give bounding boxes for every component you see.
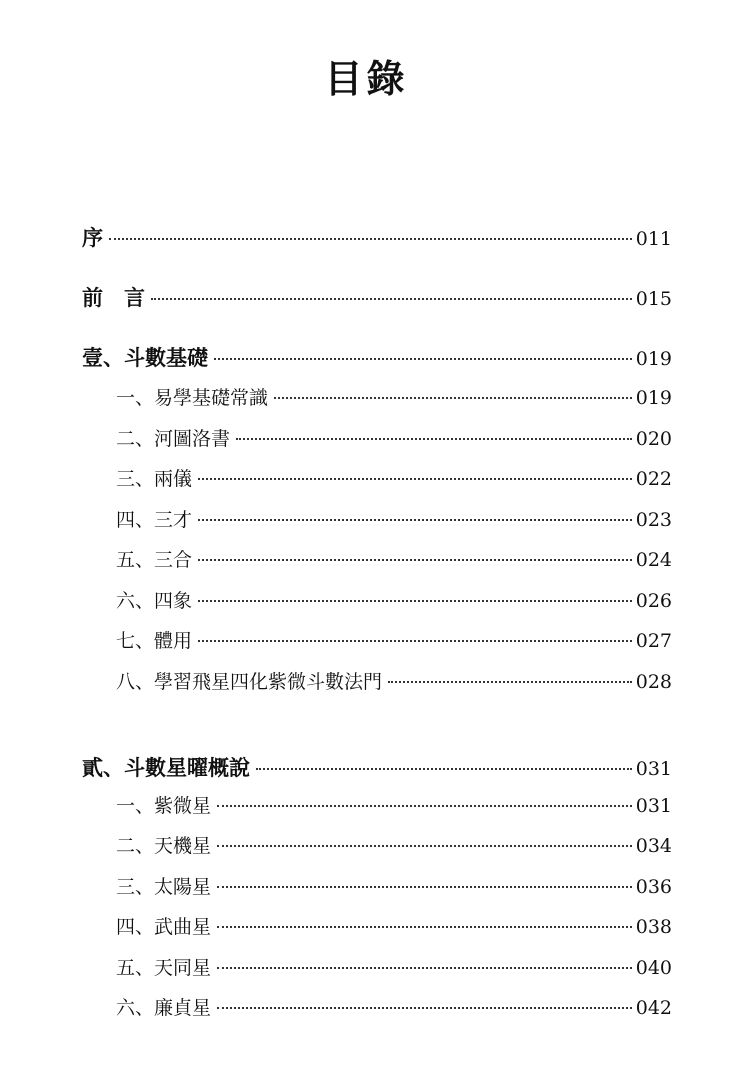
toc-subsection-entry (116, 626, 672, 653)
toc-entry-label: 三、太陽星 (116, 876, 212, 898)
toc-page-number: 031 (635, 795, 672, 817)
toc-subsection-entry (116, 586, 672, 613)
toc-entry-label: 六、四象 (116, 590, 193, 612)
toc-section-entry (82, 752, 672, 782)
dot-leader (256, 768, 632, 770)
toc-page-number: 019 (635, 348, 672, 370)
dot-leader (274, 397, 632, 399)
toc-subsection-entry (116, 424, 672, 451)
toc-section-entry (82, 342, 672, 372)
dot-leader (198, 519, 632, 521)
toc-entry-label: 四、三才 (116, 509, 193, 531)
toc-page-number: 026 (635, 590, 672, 612)
dot-leader (198, 600, 632, 602)
toc-entry-label: 一、易學基礎常識 (116, 387, 269, 409)
toc-subsection-entry (116, 383, 672, 410)
toc-entry-label: 前 言 (82, 286, 145, 310)
toc-subsection-entry (116, 953, 672, 980)
toc-page-number: 028 (635, 671, 672, 693)
dot-leader (109, 238, 632, 240)
toc-page-number: 024 (635, 549, 672, 571)
toc-page-number: 038 (635, 916, 672, 938)
toc-subsection-entry (116, 667, 672, 694)
toc-subsection-entry (116, 872, 672, 899)
toc-entry-label: 七、體用 (116, 630, 193, 652)
toc-entry-label: 六、廉貞星 (116, 997, 212, 1019)
page-title: 目錄 (324, 57, 409, 101)
toc-page-number: 011 (635, 228, 672, 250)
toc-section-entry (82, 222, 672, 252)
toc-page-number: 015 (635, 288, 672, 310)
toc-subsection-entry (116, 831, 672, 858)
dot-leader (214, 358, 632, 360)
toc-page-number: 031 (635, 758, 672, 780)
toc-entry-label: 貳、斗數星曜概說 (82, 756, 250, 780)
toc-entry-label: 壹、斗數基礎 (82, 346, 208, 370)
toc-page-number: 036 (635, 876, 672, 898)
toc-page-number: 019 (635, 387, 672, 409)
dot-leader (217, 926, 632, 928)
dot-leader (388, 681, 632, 683)
toc-subsection-entry (116, 912, 672, 939)
toc-entry-label: 八、學習飛星四化紫微斗數法門 (116, 671, 383, 693)
toc-page-number: 023 (635, 509, 672, 531)
toc-entry-label: 二、河圖洛書 (116, 428, 231, 450)
toc-page-number: 020 (635, 428, 672, 450)
toc-subsection-entry (116, 545, 672, 572)
toc-page-number: 034 (635, 835, 672, 857)
dot-leader (217, 886, 632, 888)
toc-page-number: 027 (635, 630, 672, 652)
toc-subsection-entry (116, 993, 672, 1020)
toc-section-entry (82, 282, 672, 312)
toc-subsection-entry (116, 791, 672, 818)
toc-entry-label: 五、三合 (116, 549, 193, 571)
toc-subsection-entry (116, 464, 672, 491)
dot-leader (217, 967, 632, 969)
dot-leader (236, 438, 632, 440)
toc-entry-label: 一、紫微星 (116, 795, 212, 817)
dot-leader (217, 845, 632, 847)
toc-page-number: 042 (635, 997, 672, 1019)
toc-entry-label: 四、武曲星 (116, 916, 212, 938)
toc-entry-label: 序 (82, 226, 103, 250)
dot-leader (198, 640, 632, 642)
toc-subsection-entry (116, 505, 672, 532)
toc-entry-label: 二、天機星 (116, 835, 212, 857)
toc-page-number: 022 (635, 468, 672, 490)
toc-page-number: 040 (635, 957, 672, 979)
dot-leader (198, 559, 632, 561)
dot-leader (217, 1007, 632, 1009)
dot-leader (198, 478, 632, 480)
dot-leader (151, 298, 632, 300)
dot-leader (217, 805, 632, 807)
toc-entry-label: 五、天同星 (116, 957, 212, 979)
toc-entry-label: 三、兩儀 (116, 468, 193, 490)
